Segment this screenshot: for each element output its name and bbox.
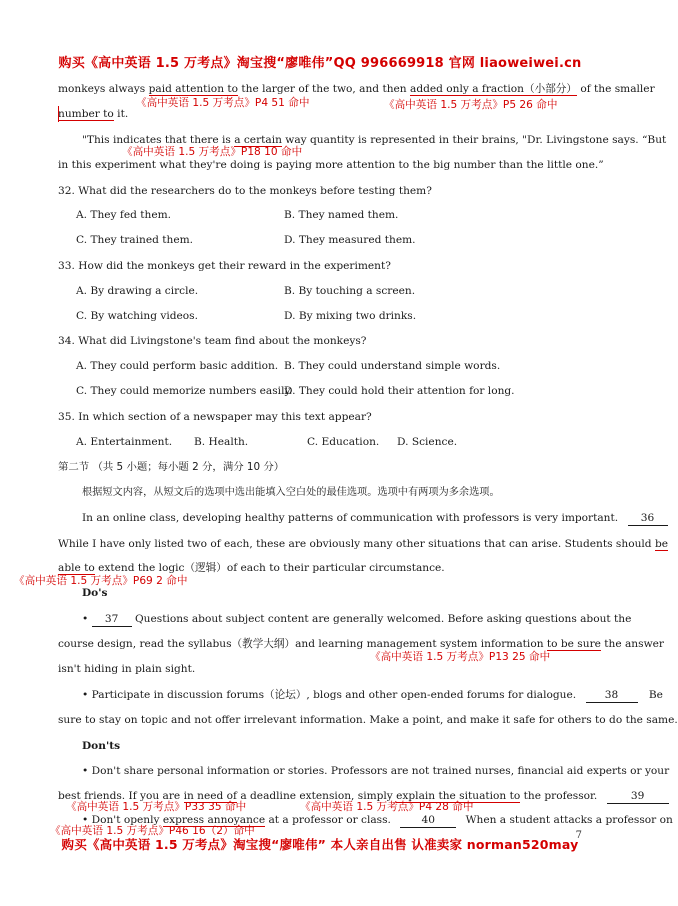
page-number: 7 [575,830,582,841]
q32-option-d[interactable]: D. They measured them. [284,234,416,246]
question-33: 33. How did the monkeys get their reward in the experiment? [58,260,391,272]
annotation-p5-26: 《高中英语 1.5 万考点》P5 26 命中 [384,99,558,111]
heading-donts: Don'ts [82,740,121,752]
phrase-paid-attention-to: paid attention to [148,83,239,95]
top-banner: 购买《高中英语 1.5 万考点》淘宝搜“廖唯伟”QQ 996669918 官网 liaoweiwei.cn [58,56,582,71]
dos-item2-line1: • Participate in discussion forums（论坛）, blogs and other open-ended forums for dialogue. 38 Be [82,689,663,701]
blank-40[interactable]: 40 [400,813,456,828]
margin-mark [58,106,59,122]
donts-item2-line1: • Don't openly express annoyance at a professor or class. 40 When a student attacks a professor on [82,814,673,826]
phrase-in-need-of: in need of [183,790,237,802]
question-35: 35. In which section of a newspaper may this text appear? [58,411,372,423]
blank-39[interactable]: 39 [607,789,669,804]
phrase-a-certain: a certain [234,134,282,146]
passage-intro-line3: able to extend the logic（逻辑）of each to their particular circumstance. [58,562,445,574]
q33-option-c[interactable]: C. By watching videos. [76,310,198,322]
q33-option-a[interactable]: A. By drawing a circle. [76,285,199,297]
annotation-p69-2: 《高中英语 1.5 万考点》P69 2 命中 [14,575,188,587]
q33-option-d[interactable]: D. By mixing two drinks. [284,310,417,322]
phrase-express-annoyance: express annoyance [162,814,266,826]
annotation-p4-28: 《高中英语 1.5 万考点》P4 28 命中 [300,801,474,813]
q34-option-b[interactable]: B. They could understand simple words. [284,360,501,372]
phrase-be: be [654,538,668,550]
blank-36[interactable]: 36 [628,511,668,526]
phrase-added-only-a-fraction: added only a fraction（小部分） [410,83,577,95]
blank-37[interactable]: 37 [92,612,132,627]
q34-option-c[interactable]: C. They could memorize numbers easily. [76,385,293,397]
dos-item2-line2: sure to stay on topic and not offer irrelevant information. Make a point, and make it safe for others to do the same. [58,714,678,726]
para1-line1: monkeys always paid attention to the larger of the two, and then added only a fraction（小部分） of the smaller [58,83,655,95]
donts-item1-line1: • Don't share personal information or stories. Professors are not trained nurses, financial aid experts or your [82,765,670,777]
q32-option-c[interactable]: C. They trained them. [76,234,194,246]
dos-item1-line1: • 37 Questions about subject content are generally welcomed. Before asking questions about the [82,613,632,625]
phrase-number-to: number to [58,108,114,120]
section2-title: 第二节 （共 5 小题；每小题 2 分，满分 10 分） [58,461,285,473]
para1-line2: number to it. [58,108,129,120]
annotation-p13-25: 《高中英语 1.5 万考点》P13 25 命中 [370,651,551,663]
blank-38[interactable]: 38 [586,688,638,703]
q34-option-a[interactable]: A. They could perform basic addition. [76,360,279,372]
section2-instruction: 根据短文内容，从短文后的选项中选出能填入空白处的最佳选项。选项中有两项为多余选项。 [82,487,500,498]
annotation-p18-10: 《高中英语 1.5 万考点》P18 10 命中 [122,146,303,158]
q32-option-b[interactable]: B. They named them. [284,209,399,221]
q32-option-a[interactable]: A. They fed them. [76,209,171,221]
q35-option-b[interactable]: B. Health. [194,436,249,448]
annotation-p4-51: 《高中英语 1.5 万考点》P4 51 命中 [136,97,310,109]
question-32: 32. What did the researchers do to the monkeys before testing them? [58,185,432,197]
q35-option-c[interactable]: C. Education. [307,436,380,448]
para2-line2: in this experiment what they're doing is paying more attention to the big number than the little one.” [58,159,604,171]
para2-line1: "This indicates that there is a certain way quantity is represented in their brains, "Dr. Livingstone says. “But [82,134,667,146]
question-34: 34. What did Livingstone's team find about the monkeys? [58,335,367,347]
heading-dos: Do's [82,587,108,599]
phrase-explain-the-situation-to: explain the situation to [396,790,521,802]
annotation-p46-16: 《高中英语 1.5 万考点》P46 16（2）命中 [50,825,255,837]
passage-intro-line2: While I have only listed two of each, these are obviously many other situations that can arise. Students should be [58,538,668,550]
q33-option-b[interactable]: B. By touching a screen. [284,285,416,297]
q35-option-a[interactable]: A. Entertainment. [76,436,173,448]
annotation-p33-35: 《高中英语 1.5 万考点》P33 35 命中 [66,801,247,813]
dos-item1-line3: isn't hiding in plain sight. [58,663,196,675]
q34-option-d[interactable]: D. They could hold their attention for long. [284,385,515,397]
q35-option-d[interactable]: D. Science. [397,436,458,448]
phrase-to-be-sure: to be sure [546,638,601,650]
passage-intro-line1: In an online class, developing healthy patterns of communication with professors is very important. 36 [82,511,668,526]
dos-item1-line2: course design, read the syllabus（教学大纲）and learning management system information to be sure the answer [58,638,664,650]
donts-item1-line2: best friends. If you are in need of a deadline extension, simply explain the situation to the professor. 39 [58,789,669,804]
bottom-banner: 购买《高中英语 1.5 万考点》淘宝搜“廖唯伟” 本人亲自出售 认准卖家 norman520may [61,837,579,852]
phrase-able-to: able to [58,562,95,574]
